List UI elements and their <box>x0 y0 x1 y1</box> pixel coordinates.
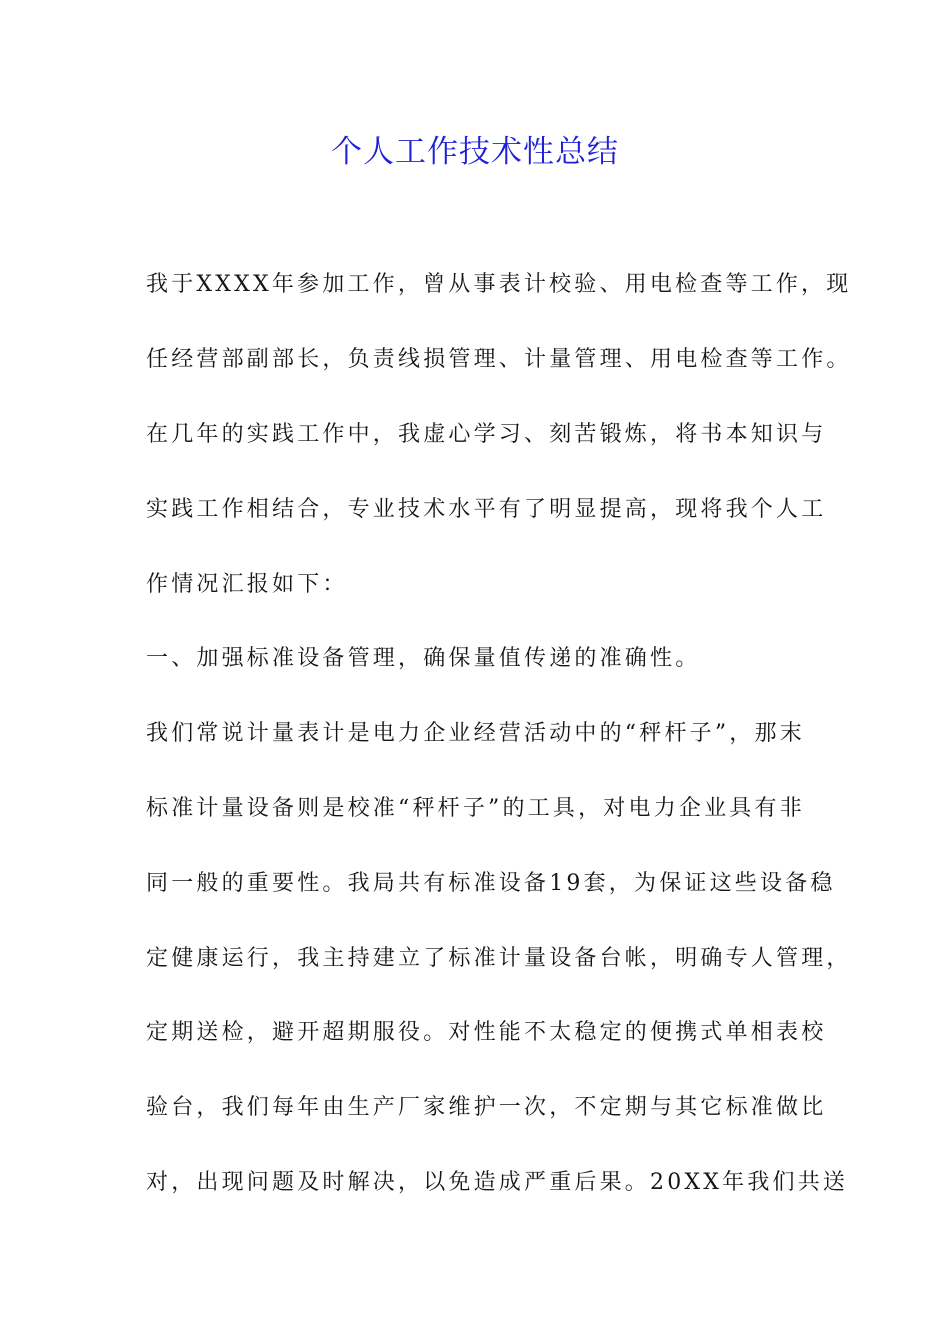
body-line-2: 任经营部副部长，负责线损管理、计量管理、用电检查等工作。 <box>146 347 852 372</box>
body-line-11: 定期送检，避开超期服役。对性能不太稳定的便携式单相表校 <box>146 1020 827 1045</box>
body-line-10: 定健康运行，我主持建立了标准计量设备台帐，明确专人管理， <box>146 946 852 971</box>
body-line-1: 我于XXXX年参加工作，曾从事表计校验、用电检查等工作，现 <box>146 272 852 297</box>
body-line-4: 实践工作相结合，专业技术水平有了明显提高，现将我个人工 <box>146 497 827 522</box>
body-line-13: 对，出现问题及时解决，以免造成严重后果。20XX年我们共送 <box>146 1170 849 1195</box>
section-heading-1: 一、加强标准设备管理，确保量值传递的准确性。 <box>146 646 701 671</box>
body-line-12: 验台，我们每年由生产厂家维护一次，不定期与其它标准做比 <box>146 1095 827 1120</box>
document-title: 个人工作技术性总结 <box>331 134 619 170</box>
body-line-9: 同一般的重要性。我局共有标准设备19套，为保证这些设备稳 <box>146 871 836 896</box>
body-line-3: 在几年的实践工作中，我虚心学习、刻苦锻炼，将书本知识与 <box>146 422 827 447</box>
body-line-8: 标准计量设备则是校准“秤杆子”的工具，对电力企业具有非 <box>146 796 805 821</box>
body-line-7: 我们常说计量表计是电力企业经营活动中的“秤杆子”，那末 <box>146 721 805 746</box>
body-line-5: 作情况汇报如下： <box>146 572 348 597</box>
